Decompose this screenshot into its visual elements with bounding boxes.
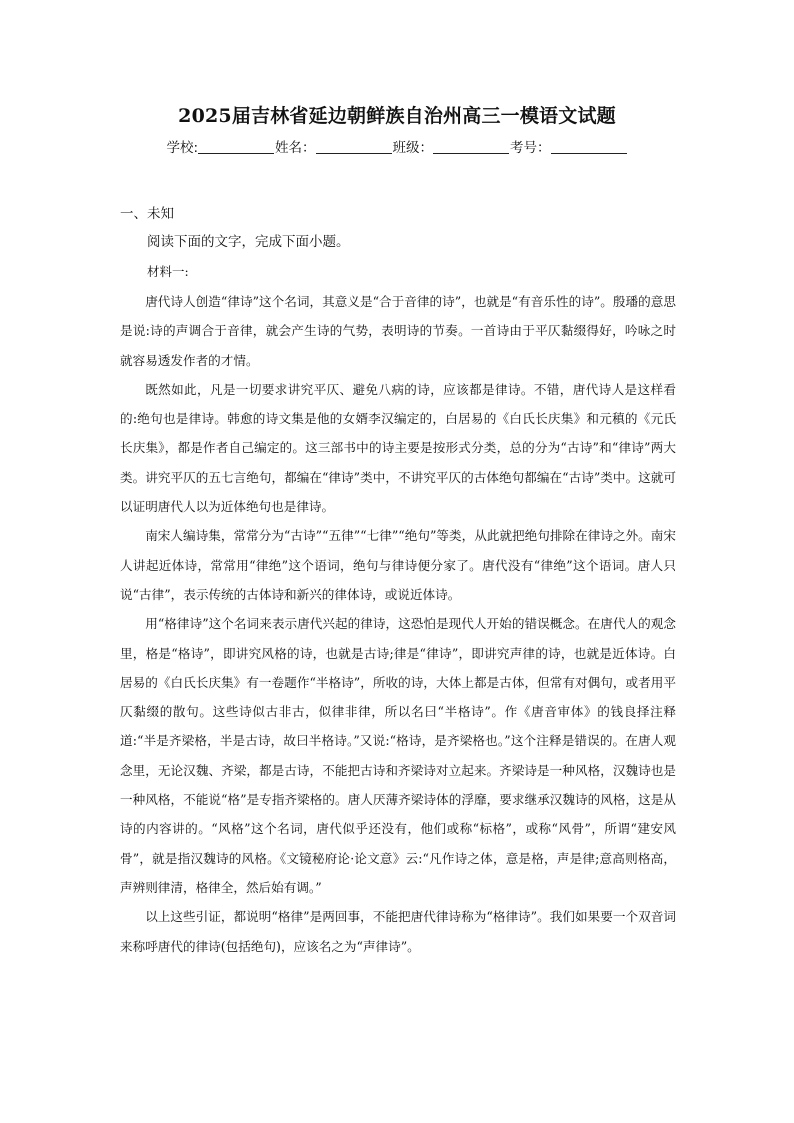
article-paragraph-3: 南宋人编诗集，常常分为“古诗”“五律”“七律”“绝句”等类，从此就把绝句排除在律诗之外。南宋人讲起近体诗，常常用“律绝”这个语词，绝句与律诗便分家了。唐代没有“律绝”这个语词。唐人只说“古律”，表示传统的古体诗和新兴的律体诗，或说近体诗。 [120, 528, 676, 602]
class-field [393, 138, 511, 158]
name-blank[interactable] [316, 139, 392, 154]
school-label: 学校: [166, 140, 199, 156]
exam-number-field [510, 138, 628, 158]
article-paragraph-2: 既然如此，凡是一切要求讲究平仄、避免八病的诗，应该都是律诗。不错，唐代诗人是这样看的:绝句也是律诗。韩愈的诗文集是他的女婿李汉编定的，白居易的《白氏长庆集》和元稹的《元氏长庆集》，都是作者自己编定的。这三部书中的诗主要是按形式分类，总的分为“古诗”和“律诗”两大类。讲究平仄的五七言绝句，都编在“律诗”类中，不讲究平仄的古体绝句都编在“古诗”类中。这就可以证明唐代人以为近体绝句也是律诗。 [120, 381, 676, 515]
name-label: 姓名： [275, 140, 316, 156]
exam-title: 2025届吉林省延边朝鲜族自治州高三一模语文试题 [178, 105, 616, 127]
article-paragraph-4: 用“格律诗”这个名词来表示唐代兴起的律诗，这恐怕是现代人开始的错误概念。在唐代人的观念里，格是“格诗”，即讲究风格的诗，也就是古诗;律是“律诗”，即讲究声律的诗，也就是近体诗。白居易的《白氏长庆集》有一卷题作“半格诗”，所收的诗，大体上都是古体，但常有对偶句，或者用平仄黏缀的散句。这些诗似古非古，似律非律，所以名曰“半格诗”。作《唐音审体》的钱良择注释道:“半是齐梁格，半是古诗，故曰半格诗。”又说:“格诗，是齐梁格也。”这个注释是错误的。在唐人观念里，无论汉魏、齐梁，都是古诗，不能把古诗和齐梁诗对立起来。齐梁诗是一种风格，汉魏诗也是一种风格，不能说“格”是专指齐梁格的。唐人厌薄齐梁诗体的浮靡，要求继承汉魏诗的风格，这是从诗的内容讲的。“风格”这个名词，唐代似乎还没有，他们或称“标格”，或称“风骨”，所谓“建安风骨”，就是指汉魏诗的风格。《文镜秘府论·论文意》云:“凡作诗之体，意是格，声是律;意高则格高，声辨则律清，格律全，然后始有调。” [120, 616, 676, 895]
reading-instruction: 阅读下面的文字，完成下面小题。 [147, 234, 350, 250]
material-label: 材料一: [147, 264, 189, 279]
school-field [166, 138, 275, 158]
class-label: 班级： [392, 140, 434, 156]
section-heading: 一、未知 [120, 206, 174, 222]
school-blank[interactable] [198, 139, 274, 154]
material-article [120, 287, 676, 961]
exam-number-label: 考号： [510, 140, 551, 156]
name-field [275, 138, 393, 158]
article-paragraph-1: 唐代诗人创造“律诗”这个名词，其意义是“合于音律的诗”，也就是“有音乐性的诗”。殷璠的意思是说:诗的声调合于音律，就会产生诗的气势，表明诗的节奏。一首诗由于平仄黏缀得好，吟咏之时就容易透发作者的才情。 [120, 294, 676, 368]
article-paragraph-5: 以上这些引证，都说明“格律”是两回事，不能把唐代律诗称为“格律诗”。我们如果要一个双音词来称呼唐代的律诗(包括绝句)，应该名之为“声律诗”。 [120, 909, 676, 954]
student-info-line [0, 138, 794, 158]
exam-number-blank[interactable] [551, 139, 627, 154]
class-blank[interactable] [433, 139, 509, 154]
